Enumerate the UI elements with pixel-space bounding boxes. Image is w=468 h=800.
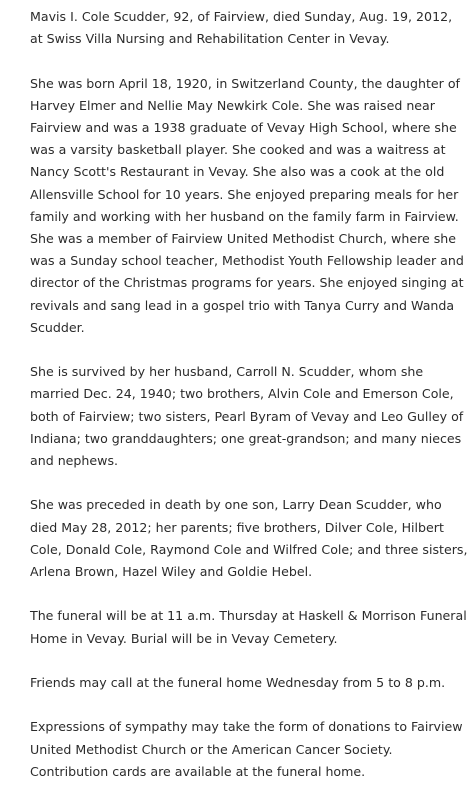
text-line: revivals and sang lead in a gospel trio with Tanya Curry and Wanda: [30, 297, 455, 313]
text-line: Friends may call at the funeral home Wednesday from 5 to 8 p.m.: [30, 675, 446, 691]
text-line: was a varsity basketball player. She cooked and was a waitress at: [30, 142, 446, 158]
paragraph-preceded-in-death: [30, 494, 468, 583]
text-line: The funeral will be at 11 a.m. Thursday at Haskell & Morrison Funeral: [30, 608, 467, 624]
paragraph-death-notice: [30, 6, 458, 50]
text-line: Nancy Scott's Restaurant in Vevay. She also was a cook at the old: [30, 164, 445, 180]
text-line: director of the Christmas programs for years. She enjoyed singing at: [30, 275, 464, 291]
paragraph-donations: [30, 716, 463, 783]
paragraph-funeral: [30, 605, 467, 649]
paragraph-biography: [30, 73, 464, 339]
text-line: and nephews.: [30, 453, 119, 469]
text-line: family and working with her husband on the family farm in Fairview.: [30, 208, 459, 224]
text-line: died May 28, 2012; her parents; five brothers, Dilver Cole, Hilbert: [30, 519, 444, 535]
text-line: at Swiss Villa Nursing and Rehabilitation Center in Vevay.: [30, 31, 390, 47]
text-line: United Methodist Church or the American Cancer Society.: [30, 741, 393, 757]
text-line: Indiana; two granddaughters; one great-grandson; and many nieces: [30, 430, 462, 446]
text-line: married Dec. 24, 1940; two brothers, Alvin Cole and Emerson Cole,: [30, 386, 454, 402]
text-line: She was a member of Fairview United Methodist Church, where she: [30, 231, 457, 247]
text-line: Contribution cards are available at the funeral home.: [30, 763, 366, 779]
text-line: Scudder.: [30, 319, 85, 335]
paragraph-visitation: [30, 672, 458, 694]
text-line: Expressions of sympathy may take the form of donations to Fairview: [30, 719, 463, 735]
text-line: Home in Vevay. Burial will be in Vevay Cemetery.: [30, 630, 338, 646]
text-line: Allensville School for 10 years. She enjoyed preparing meals for her: [30, 186, 459, 202]
text-line: both of Fairview; two sisters, Pearl Byram of Vevay and Leo Gulley of: [30, 408, 464, 424]
text-line: Fairview and was a 1938 graduate of Vevay High School, where she: [30, 120, 457, 135]
text-line: She was preceded in death by one son, Larry Dean Scudder, who: [30, 497, 442, 513]
text-line: Arlena Brown, Hazel Wiley and Goldie Hebel.: [30, 564, 313, 580]
text-line: She is survived by her husband, Carroll N. Scudder, whom she: [30, 364, 424, 380]
text-line: Harvey Elmer and Nellie May Newkirk Cole. She was raised near: [30, 97, 435, 113]
text-line: She was born April 18, 1920, in Switzerland County, the daughter of: [30, 75, 460, 91]
text-line: Cole, Donald Cole, Raymond Cole and Wilfred Cole; and three sisters,: [30, 541, 468, 557]
paragraph-survivors: [30, 361, 464, 472]
text-line: Mavis I. Cole Scudder, 92, of Fairview, died Sunday, Aug. 19, 2012,: [30, 9, 453, 24]
text-line: was a Sunday school teacher, Methodist Youth Fellowship leader and: [30, 253, 464, 269]
